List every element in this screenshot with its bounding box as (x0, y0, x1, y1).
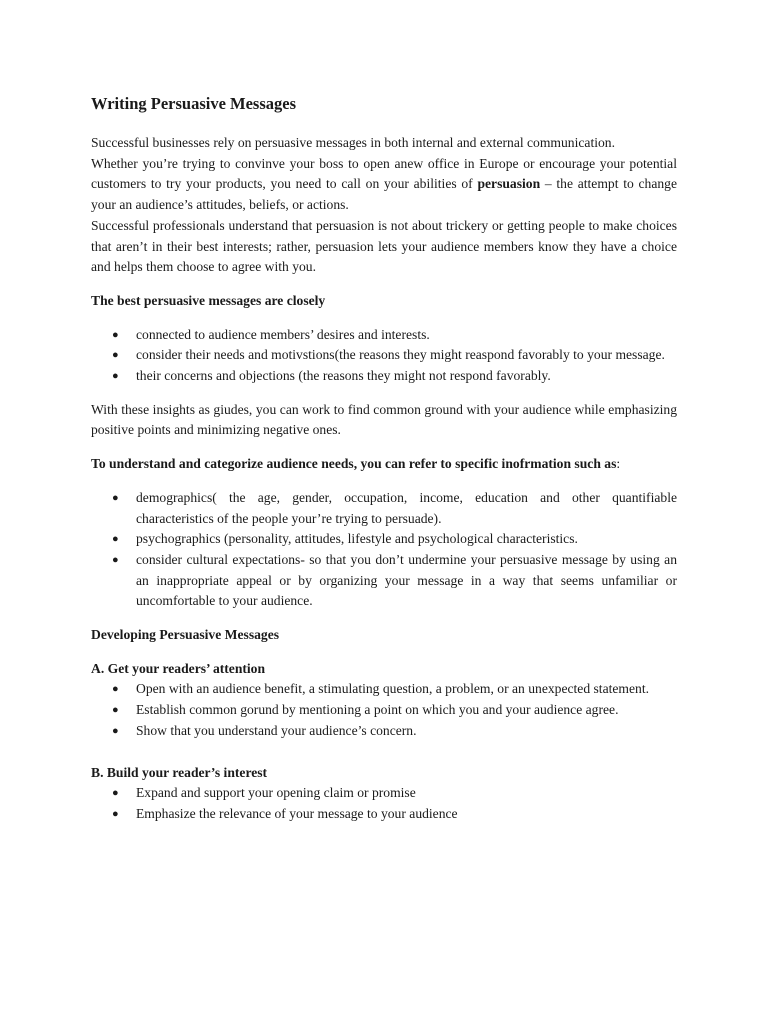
list-item: ● consider their needs and motivstions(the reasons they might reaspond favorably to your message. (91, 345, 677, 366)
section-heading-audience-needs: To understand and categorize audience needs, you can refer to specific inofrmation such as: (91, 456, 621, 472)
section-heading-closely: The best persuasive messages are closely (91, 292, 326, 308)
list-item: ● their concerns and objections (the reasons they might not respond favorably. (91, 366, 677, 387)
list-item: ● Show that you understand your audience’s concern. (91, 721, 677, 742)
bullet-icon: ● (112, 370, 119, 383)
intro-text-before: Whether you’re trying to convinve your boss to open anew office in Europe or encourage your potential customers to try your products, you need to call on your abilities of (91, 155, 677, 192)
list-item: ● Open with an audience benefit, a stimulating question, a problem, or an unexpected statement. (91, 679, 677, 700)
professionals-paragraph: Successful professionals understand that persuasion is not about trickery or getting people to make choices that aren’t in their best interests; rather, persuasion lets your audience members know they have a choice and helps them choose to agree with you. (91, 217, 677, 275)
list-item: ● connected to audience members’ desires and interests. (91, 325, 677, 346)
intro-paragraph (91, 154, 677, 216)
list-item: ● demographics( the age, gender, occupation, income, education and other quantifiable characteristics of the people your’re trying to persuade). (112, 489, 677, 526)
list-item: ● consider cultural expectations- so that you don’t undermine your persuasive message by using an an inappropriate appeal or by organizing your message in a way that seems unfamiliar or uncomfortable to your audience. (112, 551, 677, 609)
closely-list (91, 325, 677, 387)
section-heading-developing: Developing Persuasive Messages (91, 627, 280, 643)
list-item: ● psychographics (personality, attitudes, lifestyle and psychological characteristics. (91, 529, 677, 550)
bullet-icon: ● (112, 683, 119, 696)
insights-paragraph: With these insights as giudes, you can work to find common ground with your audience while emphasizing positive points and minimizing negative ones. (91, 401, 677, 438)
bullet-icon: ● (112, 704, 119, 717)
list-item: ● Establish common gorund by mentioning a point on which you and your audience agree. (91, 700, 677, 721)
section-heading-a: A. Get your readers’ attention (91, 660, 266, 676)
audience-needs-list (91, 488, 677, 612)
intro-text-after: – the attempt to change your an audience’s attitudes, beliefs, or actions. (91, 176, 677, 213)
bullet-icon: ● (112, 807, 119, 820)
list-item: ● Emphasize the relevance of your message to your audience (91, 804, 677, 825)
bullet-icon: ● (112, 553, 119, 566)
bullet-icon: ● (112, 533, 119, 546)
attention-list (91, 679, 677, 741)
intro-line-1: Successful businesses rely on persuasive messages in both internal and external communication. (91, 135, 615, 150)
bullet-icon: ● (112, 491, 119, 504)
list-item: ● Expand and support your opening claim or promise (91, 783, 677, 804)
bullet-icon: ● (112, 787, 119, 800)
persuasion-term: persuasion (477, 176, 541, 192)
bullet-icon: ● (112, 349, 119, 362)
section-heading-b: B. Build your reader’s interest (91, 764, 268, 780)
bullet-icon: ● (112, 328, 119, 341)
bullet-icon: ● (112, 724, 119, 737)
document-title: Writing Persuasive Messages (91, 94, 297, 113)
interest-list (91, 783, 677, 824)
